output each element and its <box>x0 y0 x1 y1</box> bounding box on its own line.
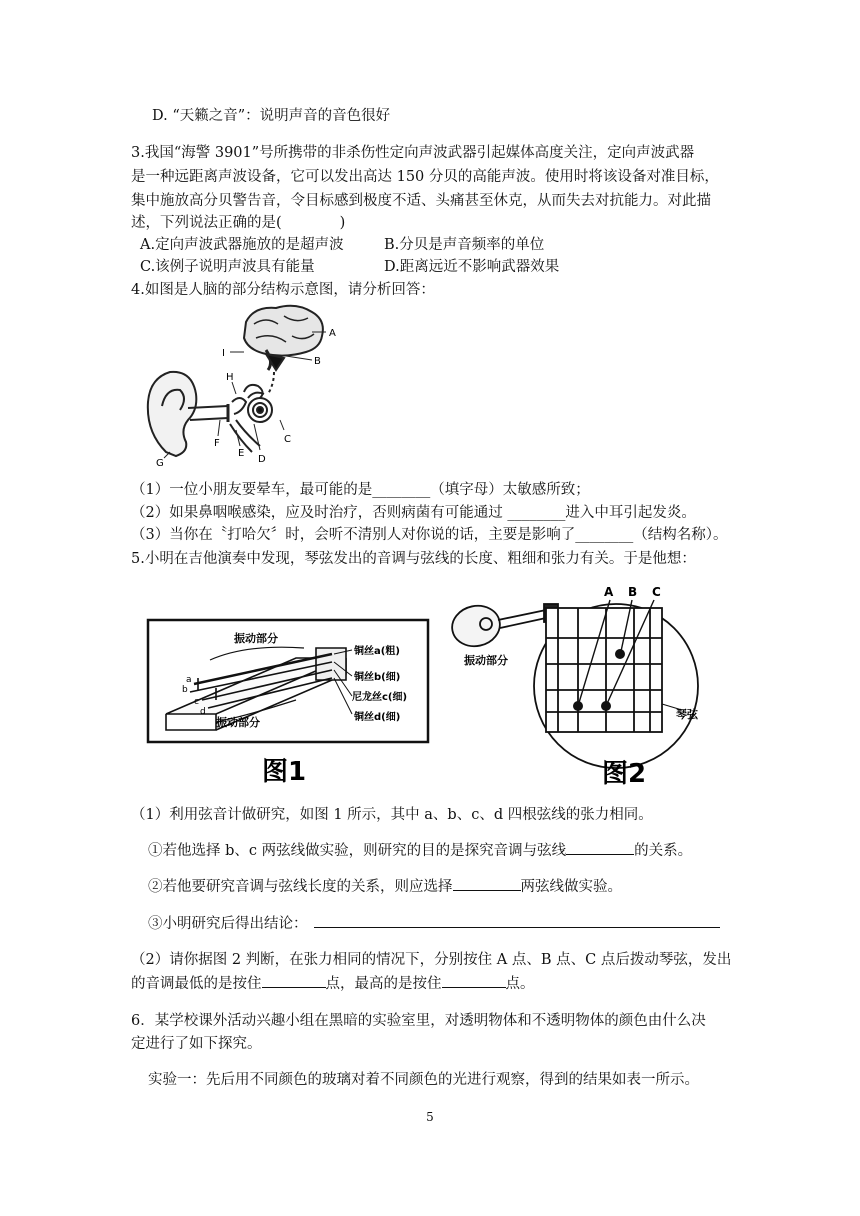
q6-stem-line-1: 6．某学校课外活动兴趣小组在黑暗的实验室里，对透明物体和不透明物体的颜色由什么决 <box>131 1013 706 1029</box>
label-i: I <box>222 348 225 359</box>
label-h: H <box>226 372 234 383</box>
answer-blank-2[interactable] <box>453 876 521 891</box>
q5-sub1-iii-pre: ③小明研究后得出结论： <box>148 916 308 932</box>
q4-sub2: （2）如果鼻咽喉感染，应及时治疗，否则病菌有可能通过 ________进入中耳引起发炎。 <box>131 505 696 521</box>
q5-sub1-ii <box>148 876 622 897</box>
q4-sub1: （1）一位小朋友要晕车，最可能的是________（填字母）太敏感所致； <box>131 482 590 498</box>
label-e: E <box>238 448 245 459</box>
q5-sub2-post: 点。 <box>505 976 535 992</box>
wire-c-label: 尼龙丝c(细) <box>352 692 408 703</box>
label-b: B <box>314 356 321 367</box>
point-c-label: C <box>652 586 661 599</box>
ear-brain-diagram <box>136 302 356 470</box>
q5-sub1-i-pre: ①若他选择 b、c 两弦线做实验，则研究的目的是探究音调与弦线 <box>148 843 567 859</box>
guitar-figure <box>446 586 700 788</box>
wire-b-label: 铜丝b(细) <box>354 672 401 683</box>
label-d: D <box>258 454 266 465</box>
q5-sub2-line-1: （2）请你据图 2 判断，在张力相同的情况下，分别按住 A 点、B 点、C 点后拨动琴弦，发出 <box>131 952 732 968</box>
q5-sub1-i-post: 的关系。 <box>634 843 693 859</box>
mark-b: b <box>182 685 188 695</box>
vib-bottom-label: 振动部分 <box>216 716 260 729</box>
q3-option-c: C.该例子说明声波具有能量 <box>140 259 315 275</box>
q3-stem-line-3: 集中施放高分贝警告音，令目标感到极度不适、头痛甚至休克，从而失去对抗能力。对此描 <box>131 193 711 209</box>
q5-sub1: （1）利用弦音计做研究，如图 1 所示，其中 a、b、c、d 四根弦线的张力相同。 <box>131 807 653 823</box>
sonometer-figure <box>146 618 430 788</box>
q3-stem-line-4: 述，下列说法正确的是( ) <box>131 215 346 231</box>
mark-d: d <box>200 707 206 717</box>
q5-sub1-iii <box>148 913 720 934</box>
point-a-label: A <box>604 586 614 599</box>
answer-blank-5[interactable] <box>442 973 506 988</box>
string-label: 琴弦 <box>676 708 698 721</box>
page-number: 5 <box>426 1110 434 1124</box>
q6-experiment-1: 实验一：先后用不同颜色的玻璃对着不同颜色的光进行观察，得到的结果如表一所示。 <box>148 1072 699 1088</box>
q5-sub1-ii-pre: ②若他要研究音调与弦线长度的关系，则应选择 <box>148 879 453 895</box>
q3-stem-line-2: 是一种远距离声波设备，它可以发出高达 150 分贝的高能声波。使用时将该设备对准目标， <box>131 169 719 185</box>
answer-blank-3[interactable] <box>314 913 720 928</box>
point-b-label: B <box>628 586 638 599</box>
q5-stem: 5.小明在吉他演奏中发现，琴弦发出的音调与弦线的长度、粗细和张力有关。于是他想： <box>131 551 696 567</box>
q6-stem-line-2: 定进行了如下探究。 <box>131 1036 262 1052</box>
q3-option-a: A.定向声波武器施放的是超声波 <box>140 237 344 253</box>
label-g: G <box>156 458 164 469</box>
figure-1-caption: 图1 <box>262 757 307 787</box>
q5-sub2-mid: 点，最高的是按住 <box>325 976 442 992</box>
q4-stem: 4.如图是人脑的部分结构示意图，请分析回答： <box>131 282 435 298</box>
answer-blank-1[interactable] <box>566 840 634 855</box>
q5-sub1-ii-post: 两弦线做实验。 <box>520 879 622 895</box>
label-f: F <box>214 438 220 449</box>
q4-sub3: （3）当你在〝打哈欠〞时，会听不清别人对你说的话，主要是影响了________（结构名称）。 <box>131 527 728 543</box>
wire-a-label: 铜丝a(粗) <box>354 646 400 657</box>
q2-option-d: D. “天籁之音”：说明声音的音色很好 <box>152 108 391 124</box>
wire-d-label: 铜丝d(细) <box>354 712 401 723</box>
vib-top-label: 振动部分 <box>234 632 278 645</box>
q5-sub2-pre: 的音调最低的是按住 <box>131 976 262 992</box>
vib-label-fig2: 振动部分 <box>464 654 508 667</box>
mark-c: c <box>194 697 199 707</box>
q5-sub1-i <box>148 840 692 861</box>
q3-option-d: D.距离远近不影响武器效果 <box>384 259 560 275</box>
label-a: A <box>329 328 336 339</box>
q3-stem-line-1: 3.我国“海警 3901”号所携带的非杀伤性定向声波武器引起媒体高度关注，定向声波武器 <box>131 145 695 161</box>
q3-option-b: B.分贝是声音频率的单位 <box>384 237 545 253</box>
label-c: C <box>284 434 291 445</box>
mark-a: a <box>186 675 192 685</box>
figure-2-caption: 图2 <box>602 759 647 788</box>
q5-sub2-line-2 <box>131 973 535 994</box>
answer-blank-4[interactable] <box>262 973 326 988</box>
